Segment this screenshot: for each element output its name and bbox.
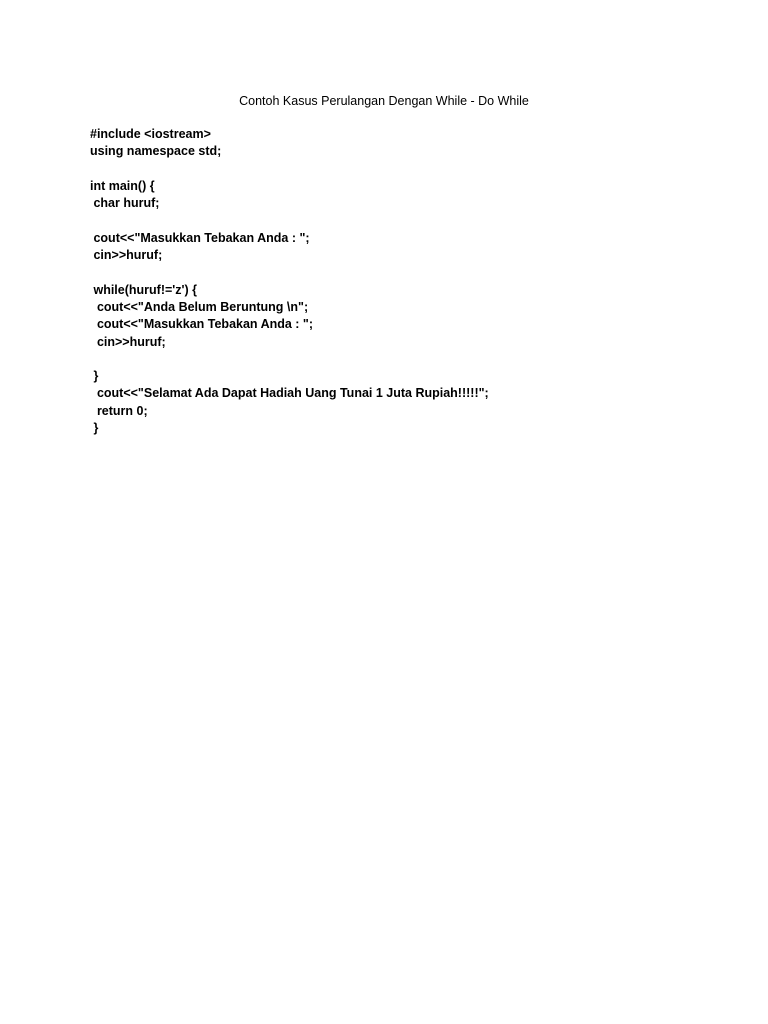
code-line: int main() {	[90, 178, 155, 193]
code-line: #include <iostream>	[90, 127, 211, 141]
code-line: }	[90, 369, 99, 384]
code-line: cin>>huruf;	[90, 334, 166, 349]
code-line	[90, 264, 690, 281]
code-line: cin>>huruf;	[90, 248, 163, 263]
document-title: Contoh Kasus Perulangan Dengan While - Do While	[239, 94, 529, 108]
code-line	[90, 212, 690, 229]
code-line: while(huruf!='z') {	[90, 282, 197, 297]
code-line	[90, 161, 690, 178]
code-line: cout<<"Masukkan Tebakan Anda : ";	[90, 230, 310, 245]
code-block	[90, 126, 690, 437]
code-line: cout<<"Anda Belum Beruntung \n";	[90, 299, 309, 314]
code-line: char huruf;	[90, 196, 160, 211]
code-line: cout<<"Selamat Ada Dapat Hadiah Uang Tunai 1 Juta Rupiah!!!!!";	[90, 386, 489, 401]
code-line: using namespace std;	[90, 144, 222, 159]
code-line: cout<<"Masukkan Tebakan Anda : ";	[90, 317, 314, 332]
code-line: return 0;	[90, 403, 148, 418]
code-line	[90, 351, 690, 368]
code-line: }	[90, 421, 99, 436]
